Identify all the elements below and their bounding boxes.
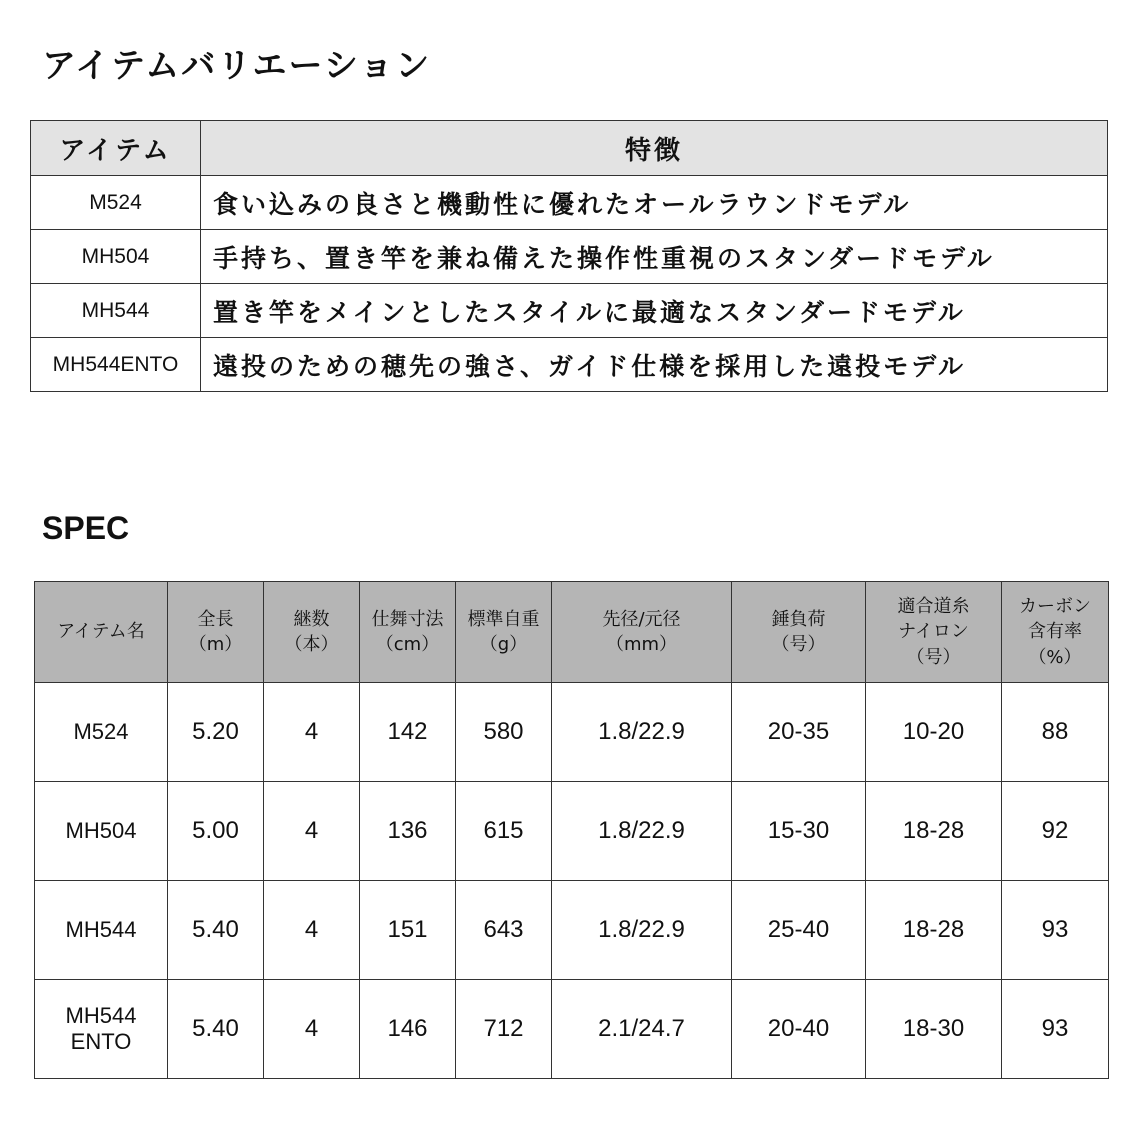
- header-feature: 特徴: [201, 121, 1108, 176]
- spec-line: 18-28: [866, 881, 1002, 980]
- spec-row: [35, 881, 1109, 980]
- spec-item-name: MH544: [35, 881, 168, 980]
- spec-length: 5.00: [168, 782, 264, 881]
- spec-weight: 643: [456, 881, 552, 980]
- spec-carbon: 93: [1002, 881, 1109, 980]
- spec-title: SPEC: [42, 510, 130, 546]
- spec-weight: 712: [456, 980, 552, 1079]
- spec-carbon: 92: [1002, 782, 1109, 881]
- spec-weight: 580: [456, 683, 552, 782]
- spec-sinker: 20-40: [732, 980, 866, 1079]
- variation-header-row: [31, 121, 1108, 176]
- variation-feature: 置き竿をメインとしたスタイルに最適なスタンダードモデル: [201, 284, 1108, 338]
- spec-closed-length: 142: [360, 683, 456, 782]
- spec-table: [34, 581, 1109, 1079]
- spec-header-row: [35, 582, 1109, 683]
- variation-item: M524: [31, 176, 201, 230]
- spec-item-name: MH504: [35, 782, 168, 881]
- spec-pieces: 4: [264, 683, 360, 782]
- spec-header-cell: 仕舞寸法 （cm）: [360, 582, 456, 683]
- spec-header-cell: 全長 （m）: [168, 582, 264, 683]
- spec-carbon: 88: [1002, 683, 1109, 782]
- spec-header-cell: 継数 （本）: [264, 582, 360, 683]
- variation-row: [31, 230, 1108, 284]
- spec-weight: 615: [456, 782, 552, 881]
- spec-line: 18-30: [866, 980, 1002, 1079]
- variation-title: アイテムバリエーション: [42, 46, 432, 86]
- spec-sinker: 20-35: [732, 683, 866, 782]
- variation-table: [30, 120, 1108, 392]
- spec-diameter: 1.8/22.9: [552, 782, 732, 881]
- spec-row: [35, 980, 1109, 1079]
- spec-diameter: 1.8/22.9: [552, 683, 732, 782]
- spec-sinker: 15-30: [732, 782, 866, 881]
- spec-line: 10-20: [866, 683, 1002, 782]
- spec-length: 5.40: [168, 881, 264, 980]
- spec-diameter: 1.8/22.9: [552, 881, 732, 980]
- variation-item: MH544: [31, 284, 201, 338]
- spec-length: 5.20: [168, 683, 264, 782]
- spec-header-cell: 適合道糸 ナイロン （号）: [866, 582, 1002, 683]
- spec-pieces: 4: [264, 980, 360, 1079]
- spec-line: 18-28: [866, 782, 1002, 881]
- variation-row: [31, 338, 1108, 392]
- spec-item-name: MH544 ENTO: [35, 980, 168, 1079]
- spec-header-cell: 錘負荷 （号）: [732, 582, 866, 683]
- spec-row: [35, 782, 1109, 881]
- variation-feature: 食い込みの良さと機動性に優れたオールラウンドモデル: [201, 176, 1108, 230]
- spec-closed-length: 146: [360, 980, 456, 1079]
- variation-feature: 手持ち、置き竿を兼ね備えた操作性重視のスタンダードモデル: [201, 230, 1108, 284]
- spec-row: [35, 683, 1109, 782]
- spec-item-name: M524: [35, 683, 168, 782]
- spec-carbon: 93: [1002, 980, 1109, 1079]
- variation-feature: 遠投のための穂先の強さ、ガイド仕様を採用した遠投モデル: [201, 338, 1108, 392]
- spec-pieces: 4: [264, 881, 360, 980]
- variation-item: MH544ENTO: [31, 338, 201, 392]
- spec-header-cell: アイテム名: [35, 582, 168, 683]
- spec-header-cell: カーボン 含有率 （%）: [1002, 582, 1109, 683]
- variation-row: [31, 284, 1108, 338]
- spec-diameter: 2.1/24.7: [552, 980, 732, 1079]
- header-item: アイテム: [31, 121, 201, 176]
- spec-length: 5.40: [168, 980, 264, 1079]
- spec-closed-length: 151: [360, 881, 456, 980]
- variation-item: MH504: [31, 230, 201, 284]
- spec-header-cell: 先径/元径 （mm）: [552, 582, 732, 683]
- spec-sinker: 25-40: [732, 881, 866, 980]
- variation-row: [31, 176, 1108, 230]
- spec-header-cell: 標準自重 （g）: [456, 582, 552, 683]
- spec-pieces: 4: [264, 782, 360, 881]
- spec-closed-length: 136: [360, 782, 456, 881]
